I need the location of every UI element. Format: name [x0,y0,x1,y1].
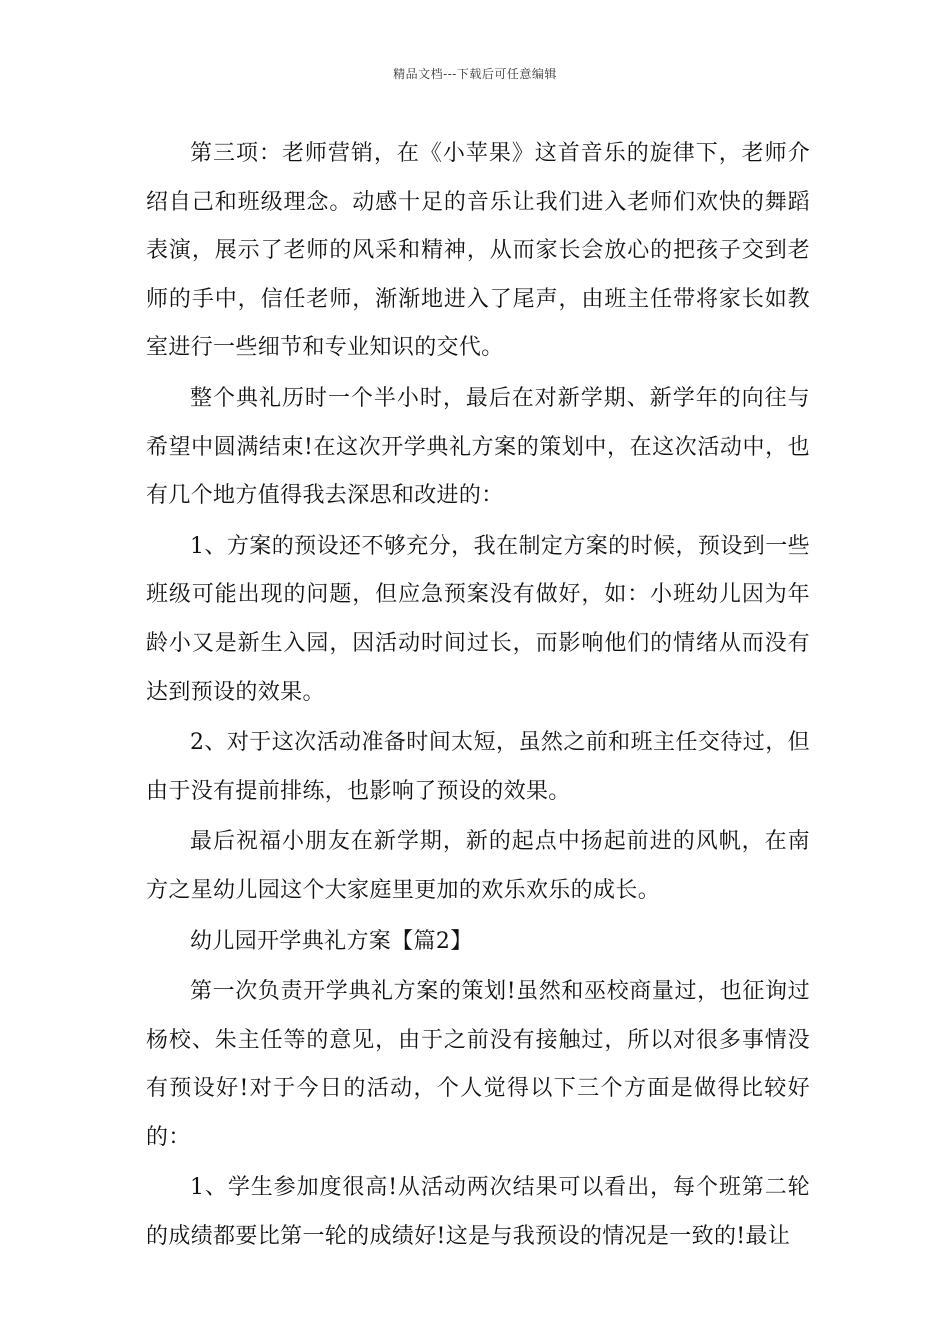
paragraph-participation: 1、学生参加度很高!从活动两次结果可以看出，每个班第二轮的成绩都要比第一轮的成绩好!这是与我预设的情况是一致的!最让 [146,1175,810,1250]
paragraph-improvement-1: 1、方案的预设还不够充分，我在制定方案的时候，预设到一些班级可能出现的问题，但应急预案没有做好，如：小班幼儿因为年龄小又是新生入园，因活动时间过长，而影响他们的情绪从而没有达到预设的效果。 [146,533,810,705]
document-body [146,130,810,1264]
section-heading-part-2: 幼儿园开学典礼方案【篇2】 [190,928,473,954]
paragraph-closing-wishes: 最后祝福小朋友在新学期，新的起点中扬起前进的风帆，在南方之星幼儿园这个大家庭里更加的欢乐欢乐的成长。 [146,829,810,903]
paragraph-improvement-2: 2、对于这次活动准备时间太短，虽然之前和班主任交待过，但由于没有提前排练，也影响了预设的效果。 [146,730,810,804]
paragraph-first-planning: 第一次负责开学典礼方案的策划!虽然和巫校商量过，也征询过杨校、朱主任等的意见，由于之前没有接触过，所以对很多事情没有预设好!对于今日的活动，个人觉得以下三个方面是做得比较好的： [146,979,810,1150]
paragraph-teacher-marketing: 第三项：老师营销，在《小苹果》这首音乐的旋律下，老师介绍自己和班级理念。动感十足的音乐让我们进入老师们欢快的舞蹈表演，展示了老师的风采和精神，从而家长会放心的把孩子交到老师的手中，信任老师，渐渐地进入了尾声，由班主任带将家长如教室进行一些细节和专业知识的交代。 [146,141,810,361]
page-header: 精品文档---下载后可任意编辑 [393,67,557,81]
paragraph-ceremony-summary: 整个典礼历时一个半小时，最后在对新学期、新学年的向往与希望中圆满结束!在这次开学典礼方案的策划中，在这次活动中，也有几个地方值得我去深思和改进的： [146,385,810,509]
